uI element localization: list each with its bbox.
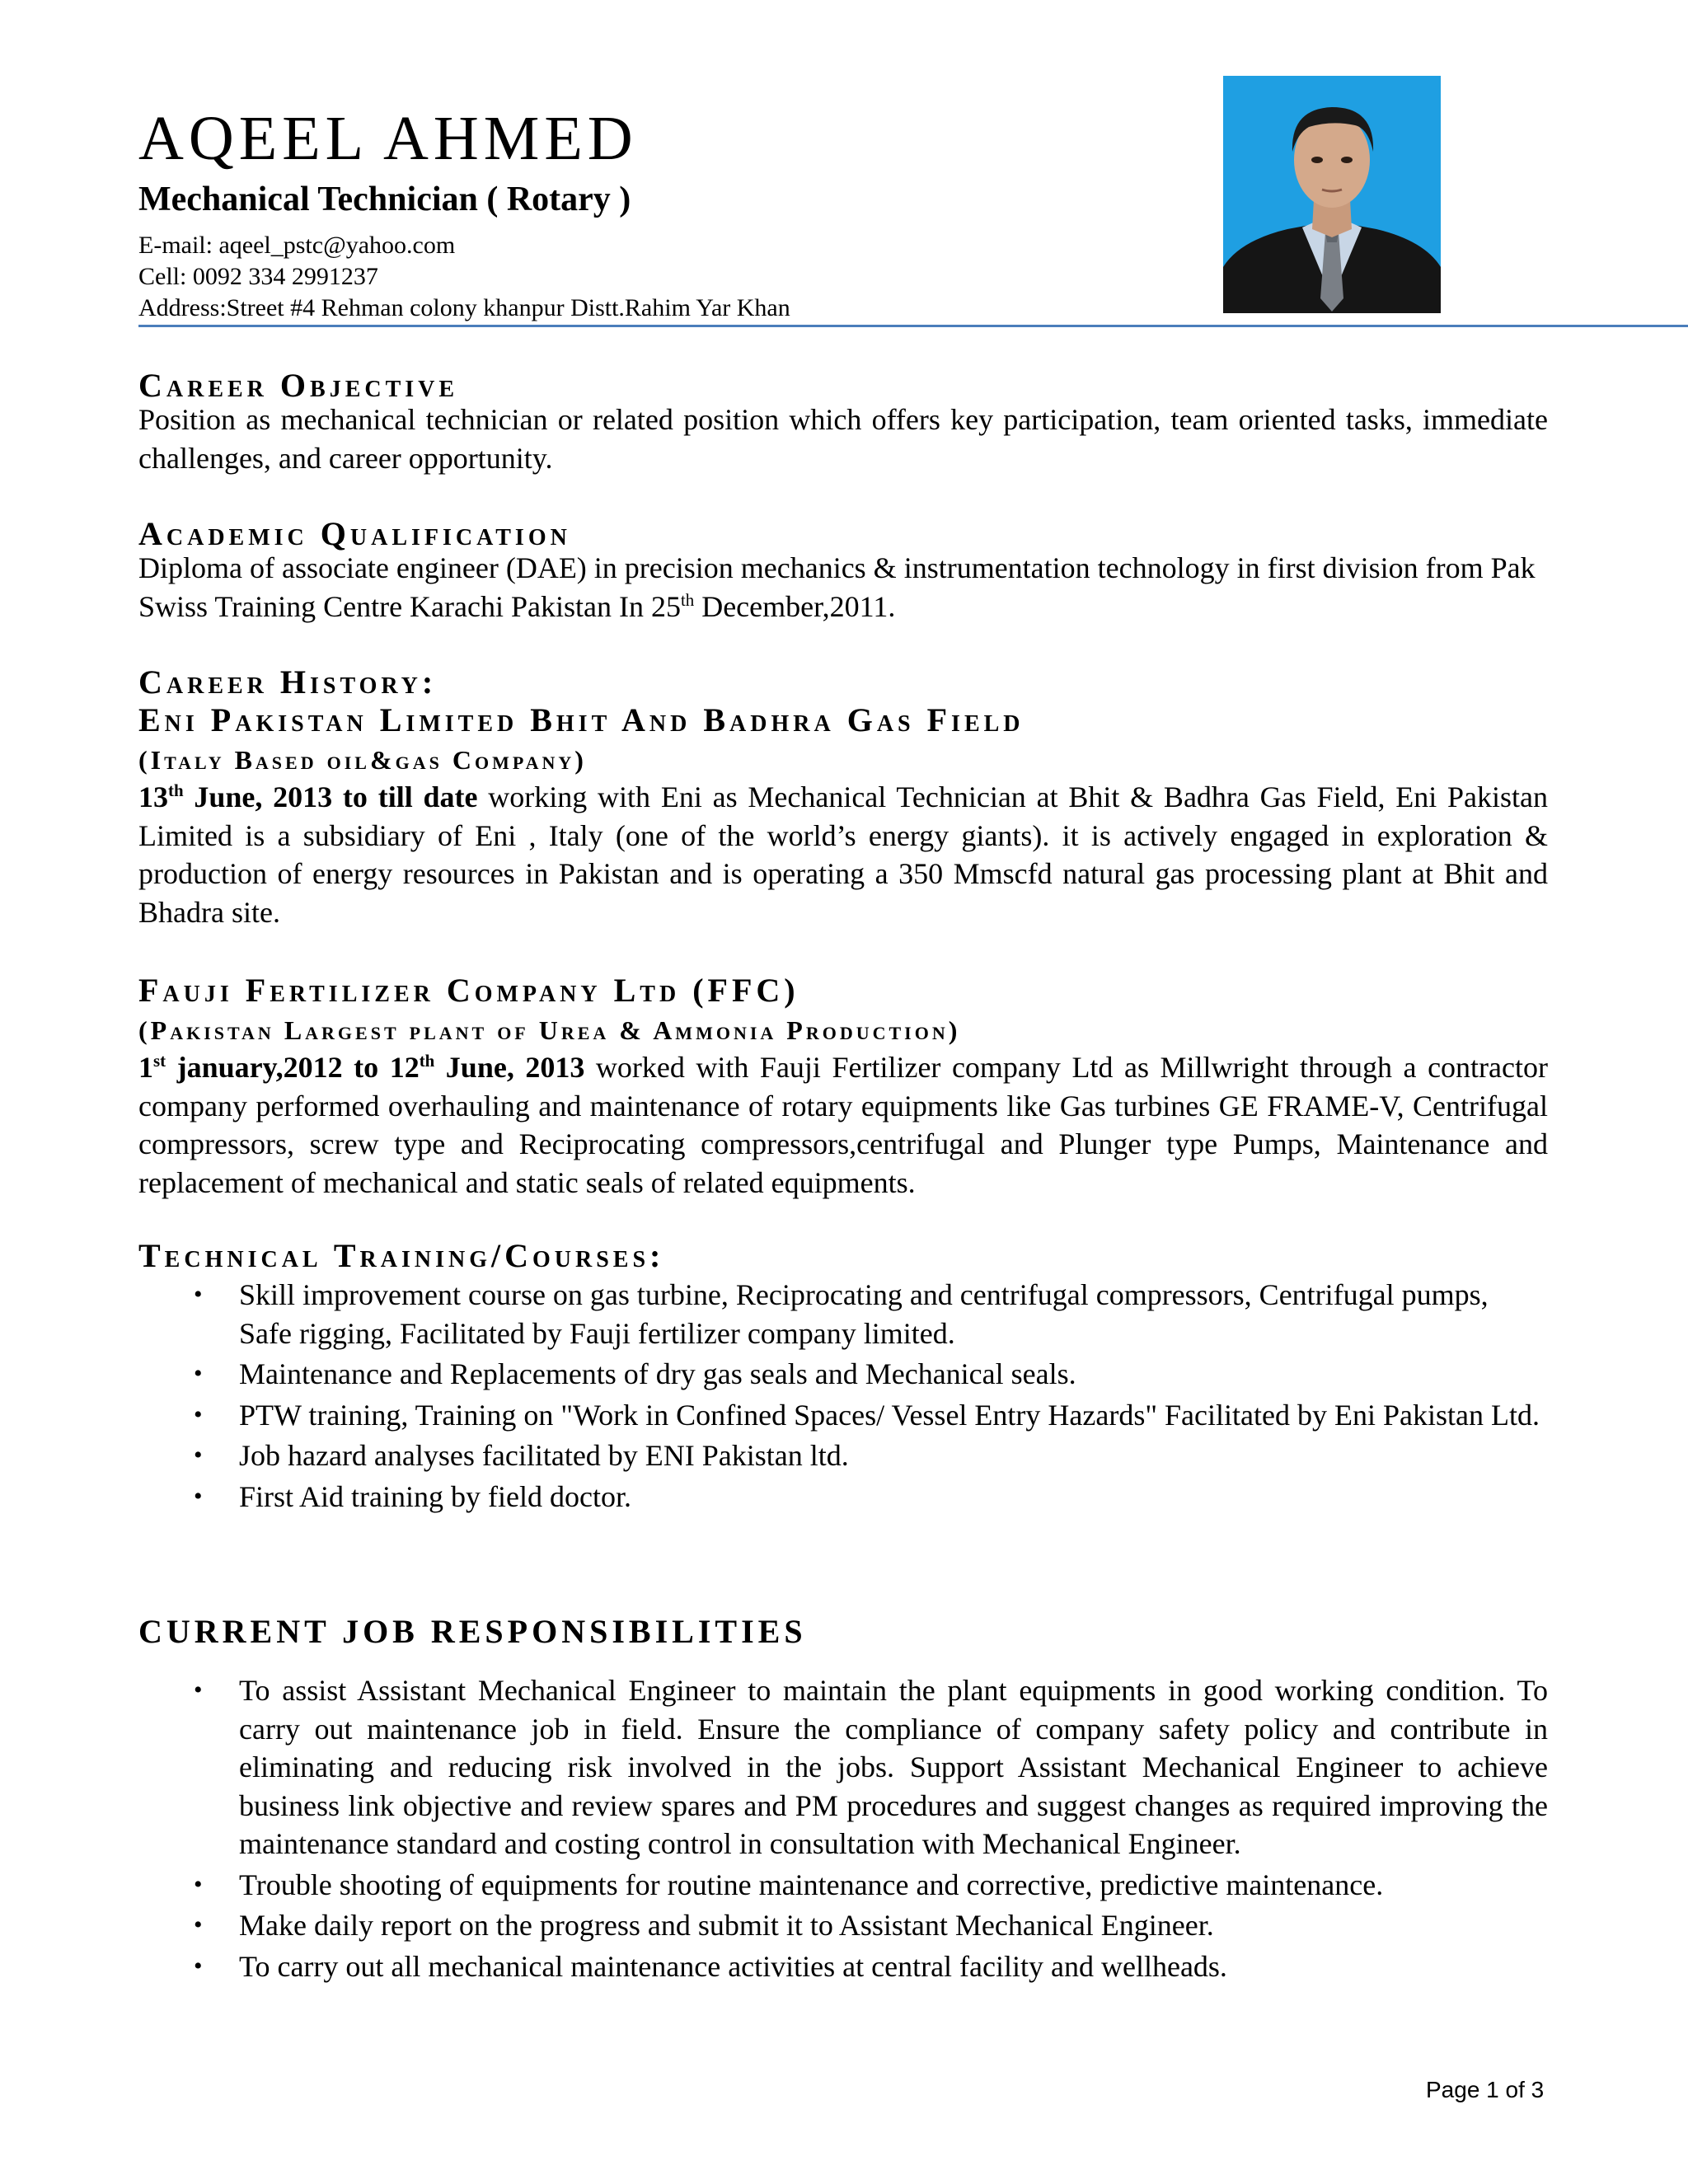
training-item — [138, 1355, 1548, 1394]
training-item-text: Job hazard analyses facilitated by ENI Pakistan ltd. — [239, 1439, 849, 1472]
job-2-date — [138, 1051, 584, 1084]
bullet-icon: • — [194, 1400, 203, 1428]
responsibility-item-text: To carry out all mechanical maintenance activities at central facility and wellheads. — [239, 1949, 1227, 1983]
training-item — [138, 1396, 1548, 1435]
responsibility-item-text: To assist Assistant Mechanical Engineer to maintain the plant equipments in good working condition. To carry out maintenance job in field. Ensure the compliance of company safety policy and contribute in eliminating and reducing risk involved in the jobs. Support Assistant Mechanical Engineer to achieve business link objective and review spares and PM procedures and suggest changes as required improving the maintenance standard and costing control in consultation with Mechanical Engineer. — [239, 1674, 1548, 1860]
training-item-text: Skill improvement course on gas turbine, Reciprocating and centrifugal compressors, Centrifugal pumps, Safe rigging, Facilitated by Fauji fertilizer company limited. — [239, 1278, 1489, 1350]
bullet-icon: • — [194, 1870, 203, 1898]
job-2-date-sup: st — [153, 1051, 166, 1071]
training-item-text: Maintenance and Replacements of dry gas seals and Mechanical seals. — [239, 1357, 1076, 1390]
responsibility-item — [138, 1866, 1548, 1905]
academic-text-end: December,2011. — [694, 589, 896, 623]
contact-address: Address:Street #4 Rehman colony khanpur Distt.Rahim Yar Khan — [138, 294, 790, 321]
job-2-description — [138, 1048, 1548, 1202]
training-item — [138, 1276, 1548, 1352]
career-objective-text: Position as mechanical technician or related position which offers key participation, team oriented tasks, immediate challenges, and career opportunity. — [138, 403, 1548, 475]
job-1-date-sup: th — [168, 780, 184, 800]
contact-cell: Cell: 0092 334 2991237 — [138, 263, 378, 290]
responsibility-item — [138, 1947, 1548, 1986]
responsibility-item — [138, 1906, 1548, 1945]
bullet-icon: • — [194, 1281, 203, 1308]
job-2-date-mid: january,2012 to 12 — [166, 1051, 420, 1084]
job-1-description-text: working with Eni as Mechanical Technician at Bhit & Badhra Gas Field, Eni Pakistan Limited is a subsidiary of Eni , Italy (one of the world’s energy giants). it is actively engaged in exploration & production of energy resources in Pakistan and is operating a 350 Mmscfd natural gas processing plant at Bhit and Bhadra site. — [138, 780, 1548, 929]
profile-photo — [1223, 76, 1441, 313]
job-1-company: Eni Pakistan Limited Bhit And Badhra Gas Field — [138, 701, 1025, 738]
job-2-description-text: worked with Fauji Fertilizer company Ltd as Millwright through a contractor company performed overhauling and maintenance of rotary equipments like Gas turbines GE FRAME-V, Centrifugal compressors, screw type and Reciprocating compressors,centrifugal and Plunger type Pumps, Maintenance and replacement of mechanical and static seals of related equipments. — [138, 1051, 1548, 1199]
header-divider — [138, 325, 1688, 327]
training-item-text: PTW training, Training on "Work in Confined Spaces/ Vessel Entry Hazards" Facilitated by Eni Pakistan Ltd. — [239, 1398, 1540, 1432]
bullet-icon: • — [194, 1911, 203, 1938]
academic-text-main: Diploma of associate engineer (DAE) in precision mechanics & instrumentation technology in first division from Pak Swiss Training Centre Karachi Pakistan In 25 — [138, 551, 1536, 623]
bullet-icon: • — [194, 1360, 203, 1387]
page-number: Page 1 of 3 — [1426, 2077, 1545, 2102]
training-item — [138, 1478, 1548, 1516]
responsibility-item — [138, 1671, 1548, 1863]
academic-heading: Academic Qualification — [138, 515, 571, 552]
candidate-name: AQEEL AHMED — [138, 104, 638, 173]
job-1-subtitle: (Italy Based oil&gas Company) — [138, 745, 587, 775]
job-2-date-rest: June, 2013 — [434, 1051, 585, 1084]
candidate-title: Mechanical Technician ( Rotary ) — [138, 180, 631, 218]
job-2-subtitle: (Pakistan Largest plant of Urea & Ammonia Production) — [138, 1015, 961, 1045]
training-item-text: First Aid training by field doctor. — [239, 1479, 631, 1513]
academic-text — [138, 549, 1548, 626]
contact-email: E-mail: aqeel_pstc@yahoo.com — [138, 232, 456, 259]
job-1-date — [138, 780, 477, 813]
career-history-heading: Career History: — [138, 663, 438, 701]
career-objective-heading: Career Objective — [138, 367, 459, 404]
job-2-date-day: 1 — [138, 1051, 153, 1084]
responsibilities-list — [138, 1671, 1548, 1985]
bullet-icon: • — [194, 1482, 203, 1510]
responsibilities-heading: CURRENT JOB RESPONSIBILITIES — [138, 1613, 807, 1650]
training-heading: Technical Training/Courses: — [138, 1237, 665, 1274]
bullet-icon: • — [194, 1676, 203, 1704]
job-1-date-rest: June, 2013 to till date — [183, 780, 478, 813]
job-2-date-sup2: th — [419, 1051, 435, 1071]
responsibility-item-text: Make daily report on the progress and submit it to Assistant Mechanical Engineer. — [239, 1909, 1214, 1942]
bullet-icon: • — [194, 1441, 203, 1469]
job-1-date-day: 13 — [138, 780, 168, 813]
job-2-company: Fauji Fertilizer Company Ltd (FFC) — [138, 972, 799, 1009]
job-1-description — [138, 778, 1548, 931]
responsibility-item-text: Trouble shooting of equipments for routine maintenance and corrective, predictive maintenance. — [239, 1868, 1384, 1901]
academic-date-sup: th — [680, 589, 695, 610]
training-item — [138, 1436, 1548, 1475]
training-list — [138, 1276, 1548, 1516]
bullet-icon: • — [194, 1952, 203, 1980]
